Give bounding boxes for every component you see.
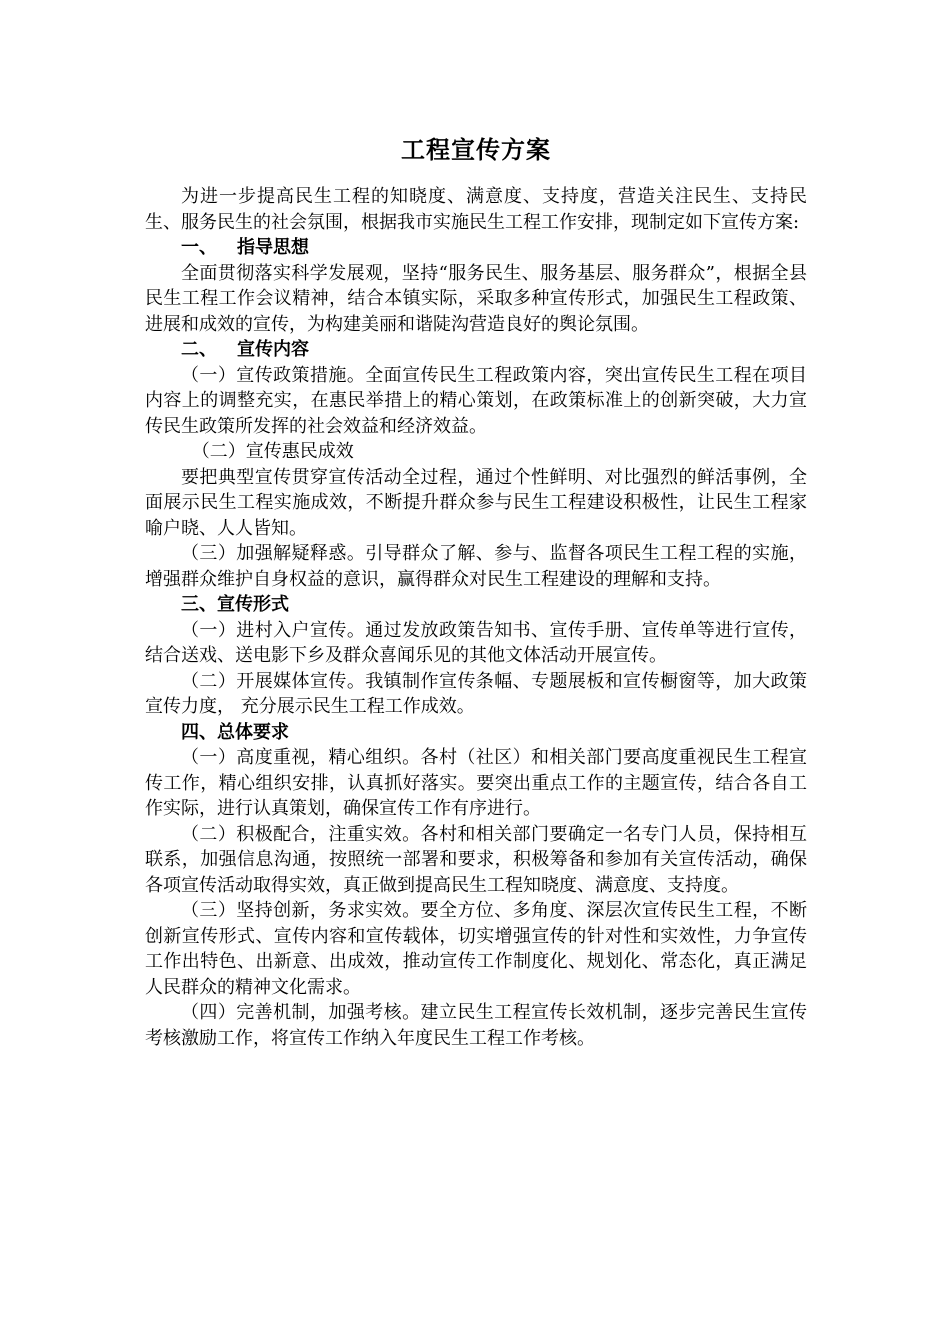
section-4-paragraph-2: （二）积极配合，注重实效。各村和相关部门要确定一名专门人员，保持相互联系，加强信息沟通，按照统一部署和要求，积极筹备和参加有关宣传活动，确保各项宣传活动取得实效，真正做到提高民生工程知晓度、满意度、支持度。 [145,823,807,896]
section-3-paragraph-1: （一）进村入户宣传。通过发放政策告知书、宣传手册、宣传单等进行宣传，结合送戏、送电影下乡及群众喜闻乐见的其他文体活动开展宣传。 [145,619,807,666]
section-2-paragraph-3: （三）加强解疑释惑。引导群众了解、参与、监督各项民生工程工程的实施，增强群众维护自身权益的意识，赢得群众对民生工程建设的理解和支持。 [145,543,807,590]
section-1-number: 一、 [181,237,217,258]
section-3-paragraph-2: （二）开展媒体宣传。我镇制作宣传条幅、专题展板和宣传橱窗等，加大政策宣传力度， 充分展示民生工程工作成效。 [145,670,807,717]
section-1-heading [145,235,807,261]
document-page [145,128,807,1051]
section-2-subheading-2: （二）宣传惠民成效 [191,441,354,462]
section-4-paragraph-4: （四）完善机制，加强考核。建立民生工程宣传长效机制，逐步完善民生宣传考核激励工作，将宣传工作纳入年度民生工程工作考核。 [145,1002,807,1049]
section-2-paragraph-1: （一）宣传政策措施。全面宣传民生工程政策内容，突出宣传民生工程在项目内容上的调整充实，在惠民举措上的精心策划，在政策标准上的创新突破，大力宣传民生政策所发挥的社会效益和经济效益。 [145,364,807,437]
intro-paragraph: 为进一步提高民生工程的知晓度、满意度、支持度，营造关注民生、支持民生、服务民生的社会氛围，根据我市实施民生工程工作安排，现制定如下宣传方案: [145,186,807,233]
section-3-heading: 三、宣传形式 [181,594,289,615]
document-title: 工程宣传方案 [401,135,551,164]
section-2-title: 宣传内容 [237,339,309,360]
section-2-number: 二、 [181,339,217,360]
section-4-paragraph-1: （一）高度重视，精心组织。各村（社区）和相关部门要高度重视民生工程宣传工作，精心组织安排，认真抓好落实。要突出重点工作的主题宣传，结合各自工作实际，进行认真策划，确保宣传工作有序进行。 [145,747,807,819]
section-2-paragraph-2: 要把典型宣传贯穿宣传活动全过程，通过个性鲜明、对比强烈的鲜活事例，全面展示民生工程实施成效，不断提升群众参与民生工程建设积极性，让民生工程家喻户晓、人人皆知。 [145,466,807,539]
section-1-paragraph: 全面贯彻落实科学发展观，坚持“服务民生、服务基层、服务群众”，根据全县民生工程工作会议精神，结合本镇实际，采取多种宣传形式，加强民生工程政策、进展和成效的宣传，为构建美丽和谐陡沟营造良好的舆论氛围。 [145,262,807,335]
section-1-title: 指导思想 [237,237,309,258]
section-4-heading: 四、总体要求 [181,721,289,743]
section-2-heading [145,337,807,363]
section-4-paragraph-3: （三）坚持创新，务求实效。要全方位、多角度、深层次宣传民生工程，不断创新宣传形式、宣传内容和宣传载体，切实增强宣传的针对性和实效性，力争宣传工作出特色、出新意、出成效，推动宣传工作制度化、规划化、常态化，真正满足人民群众的精神文化需求。 [145,900,807,998]
